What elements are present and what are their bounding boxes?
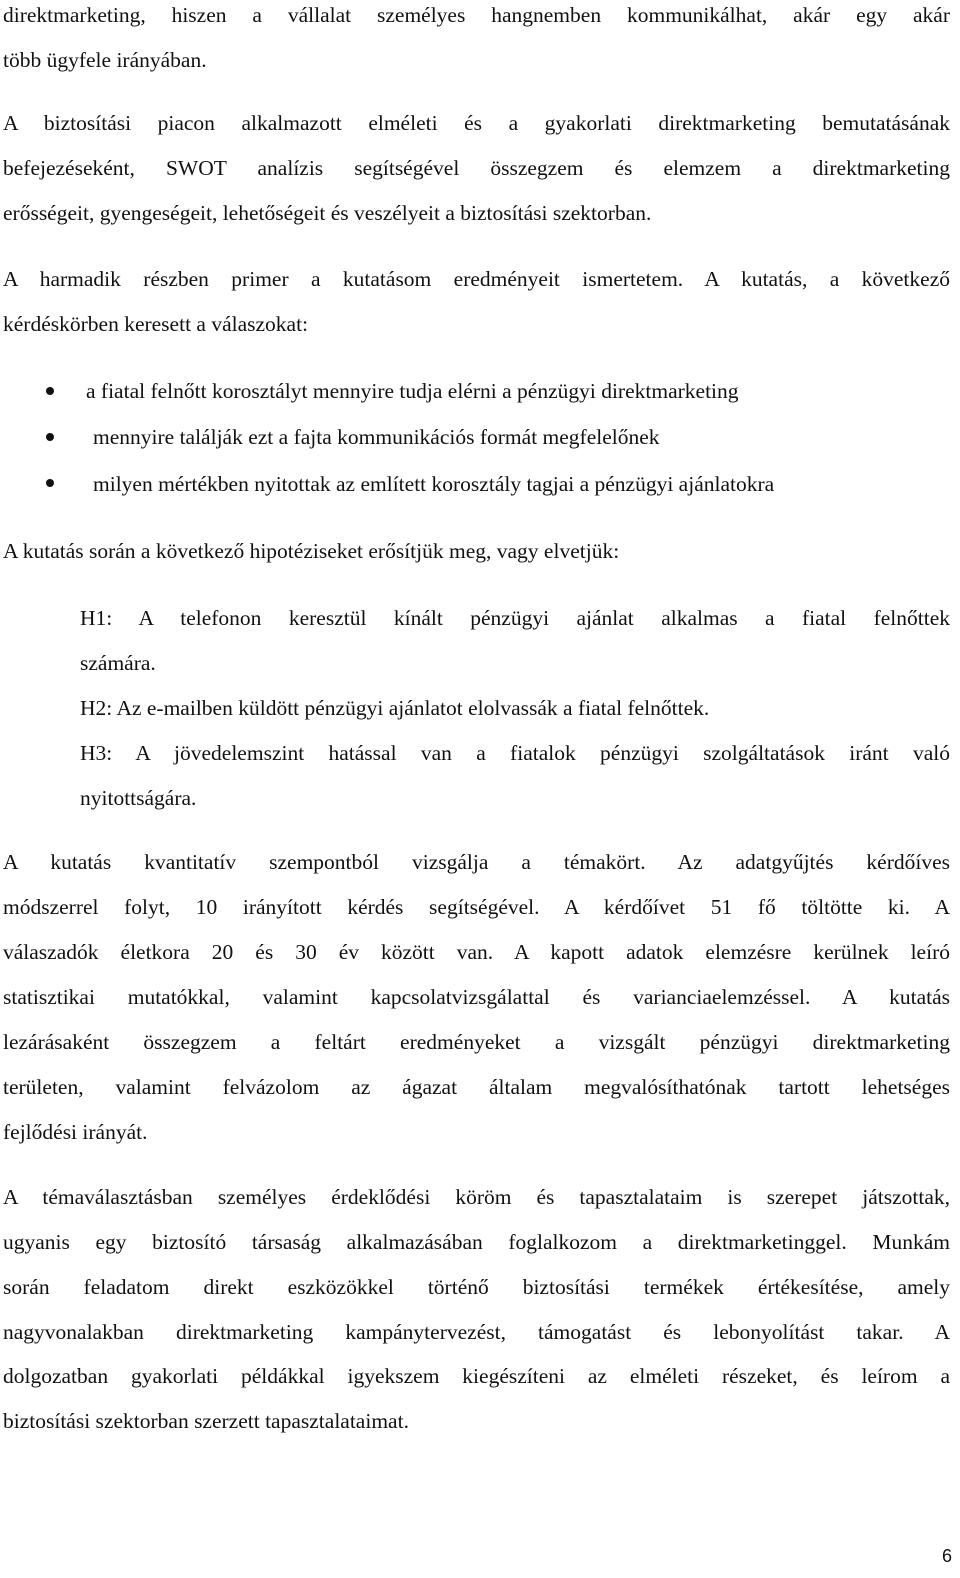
text-line: A biztosítási piacon alkalmazott elméleti és a gyakorlati direktmarketing bemutatásának <box>3 111 950 135</box>
list-item: milyen mértékben nyitottak az említett korosztály tagjai a pénzügyi ajánlatokra <box>93 472 775 496</box>
text-line: több ügyfele irányában. <box>3 48 207 72</box>
hypothesis-h1-cont: számára. <box>80 651 156 675</box>
text-line: dolgozatban gyakorlati példákkal igyekszem kiegészíteni az elméleti részeket, és leírom a <box>3 1364 950 1388</box>
page-number: 6 <box>941 1546 952 1566</box>
text-line: A harmadik részben primer a kutatásom eredményeit ismertetem. A kutatás, a következő <box>3 267 950 291</box>
text-line: A kutatás során a következő hipotéziseket erősítjük meg, vagy elvetjük: <box>3 539 620 563</box>
text-line: A kutatás kvantitatív szempontból vizsgálja a témakört. Az adatgyűjtés kérdőíves <box>3 850 950 874</box>
text-line: statisztikai mutatókkal, valamint kapcsolatvizsgálattal és varianciaelemzéssel. A kutatás <box>3 985 950 1009</box>
text-line: módszerrel folyt, 10 irányított kérdés segítségével. A kérdőívet 51 fő töltötte ki. A <box>3 895 950 919</box>
text-line: A témaválasztásban személyes érdeklődési köröm és tapasztalataim is szerepet játszottak, <box>3 1185 950 1209</box>
bullet-icon <box>46 433 54 441</box>
text-line: erősségeit, gyengeségeit, lehetőségeit és veszélyeit a biztosítási szektorban. <box>3 201 652 225</box>
hypothesis-h3-cont: nyitottságára. <box>80 786 197 810</box>
hypothesis-h1: H1: A telefonon keresztül kínált pénzügyi ajánlat alkalmas a fiatal felnőttek <box>80 606 950 630</box>
text-line: lezárásaként összegzem a feltárt eredményeket a vizsgált pénzügyi direktmarketing <box>3 1030 950 1054</box>
bullet-icon <box>46 387 54 395</box>
text-line: ugyanis egy biztosító társaság alkalmazásában foglalkozom a direktmarketinggel. Munkám <box>3 1230 950 1254</box>
text-line: kérdéskörben keresett a válaszokat: <box>3 312 309 336</box>
hypothesis-h2: H2: Az e-mailben küldött pénzügyi ajánlatot elolvassák a fiatal felnőttek. <box>80 696 710 720</box>
text-line: biztosítási szektorban szerzett tapasztalataimat. <box>3 1409 409 1433</box>
text-line: direktmarketing, hiszen a vállalat személyes hangnemben kommunikálhat, akár egy akár <box>3 3 950 27</box>
hypothesis-h3: H3: A jövedelemszint hatással van a fiatalok pénzügyi szolgáltatások iránt való <box>80 741 950 765</box>
list-item: a fiatal felnőtt korosztályt mennyire tudja elérni a pénzügyi direktmarketing <box>86 379 739 403</box>
text-line: befejezéseként, SWOT analízis segítségével összegzem és elemzem a direktmarketing <box>3 156 950 180</box>
bullet-icon <box>46 479 54 487</box>
text-line: fejlődési irányát. <box>3 1120 148 1144</box>
text-line: válaszadók életkora 20 és 30 év között van. A kapott adatok elemzésre kerülnek leíró <box>3 940 950 964</box>
text-line: területen, valamint felvázolom az ágazat általam megvalósíthatónak tartott lehetséges <box>3 1075 950 1099</box>
text-line: során feladatom direkt eszközökkel történő biztosítási termékek értékesítése, amely <box>3 1275 950 1299</box>
text-line: nagyvonalakban direktmarketing kampánytervezést, támogatást és lebonyolítást takar. A <box>3 1320 950 1344</box>
list-item: mennyire találják ezt a fajta kommunikációs formát megfelelőnek <box>93 425 660 449</box>
